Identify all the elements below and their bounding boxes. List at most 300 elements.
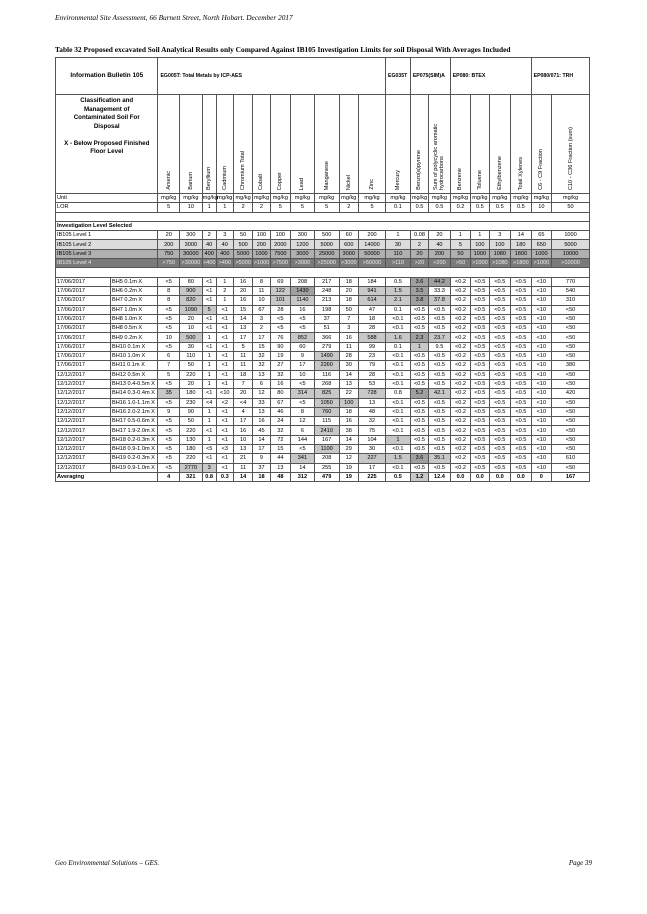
value-cell: 1800 <box>511 249 532 258</box>
result-cell: <0.5 <box>489 426 511 435</box>
result-cell: 18 <box>339 407 358 416</box>
value-cell: mg/kg <box>339 194 358 203</box>
result-cell: <0.1 <box>386 314 411 323</box>
result-cell: 13 <box>253 370 270 379</box>
analyte-header <box>386 95 411 194</box>
classification-line: X - Below Proposed Finished <box>64 139 150 147</box>
result-cell: <0.5 <box>471 435 489 444</box>
result-cell: <50 <box>552 435 590 444</box>
investigation-level-row <box>56 231 590 240</box>
analyte-header <box>531 95 551 194</box>
sample-date: 17/06/2017 <box>56 277 111 286</box>
result-cell: <0.5 <box>511 398 532 407</box>
result-cell: 1.6 <box>386 333 411 342</box>
result-cell: <5 <box>158 398 180 407</box>
result-cell: <50 <box>552 370 590 379</box>
result-cell: 90 <box>270 342 290 351</box>
result-cell: <0.5 <box>410 445 428 454</box>
table-title: Table 32 Proposed excavated Soil Analytical Results only Compared Against IB105 Investigation Limits for soil Disposal With Averages Included <box>55 45 511 54</box>
result-cell: 8 <box>253 277 270 286</box>
result-cell: 48 <box>358 407 385 416</box>
result-cell: <3 <box>216 445 233 454</box>
result-cell: <0.5 <box>489 333 511 342</box>
result-cell: 0.1 <box>386 305 411 314</box>
analyte-name: Cobalt <box>258 173 265 190</box>
value-cell: mg/kg <box>253 195 270 202</box>
analyte-name: Zinc <box>369 179 375 190</box>
result-cell: <50 <box>552 398 590 407</box>
result-cell: 15 <box>270 445 290 454</box>
result-cell: 255 <box>314 463 339 472</box>
value-cell: >10000 <box>552 259 590 268</box>
value-cell: mg/kg <box>180 194 203 203</box>
result-cell: 1.5 <box>386 286 411 295</box>
result-cell: <0.1 <box>386 417 411 426</box>
result-cell: <10 <box>531 398 551 407</box>
value-cell: 1 <box>386 231 411 240</box>
result-cell: 198 <box>314 305 339 314</box>
average-cell: 12.4 <box>429 472 451 481</box>
value-cell: 200 <box>158 240 180 249</box>
result-cell: <0.5 <box>410 370 428 379</box>
average-cell: 0.3 <box>216 472 233 481</box>
result-cell: 17 <box>233 333 252 342</box>
result-cell: 1 <box>202 361 216 370</box>
result-cell: 614 <box>358 296 385 305</box>
result-cell: <1 <box>216 352 233 361</box>
result-cell: 60 <box>291 342 315 351</box>
result-cell: 130 <box>180 435 203 444</box>
value-cell: 5 <box>291 203 315 212</box>
result-cell: 1 <box>202 417 216 426</box>
result-cell: <1 <box>216 417 233 426</box>
value-cell: >1080 <box>489 259 511 268</box>
row-label: IB105 Level 4 <box>56 259 158 268</box>
result-cell: 9.5 <box>429 342 451 351</box>
result-cell: <5 <box>291 445 315 454</box>
result-cell: <1 <box>202 454 216 463</box>
result-cell: 6 <box>291 426 315 435</box>
result-cell: <0.1 <box>386 324 411 333</box>
sample-id: BH5 0.1m X <box>111 277 158 286</box>
result-cell: 20 <box>180 314 203 323</box>
classification-label <box>56 95 158 194</box>
result-cell: 6 <box>158 352 180 361</box>
analyte-header <box>216 95 233 194</box>
result-cell: <0.5 <box>471 324 489 333</box>
result-cell: 20 <box>233 389 252 398</box>
result-cell: <1 <box>202 426 216 435</box>
value-cell: 100 <box>253 231 270 240</box>
value-cell: 50000 <box>358 249 385 258</box>
value-cell: 400 <box>202 249 216 258</box>
result-cell: 10 <box>291 370 315 379</box>
analyte-name: C6 - C9 Fraction <box>538 148 545 190</box>
result-cell: 0.1 <box>386 342 411 351</box>
result-cell: 11 <box>233 463 252 472</box>
value-cell: mg/kg <box>411 195 428 202</box>
result-cell: <0.5 <box>471 426 489 435</box>
result-cell: 1 <box>202 352 216 361</box>
value-cell: mg/kg <box>386 194 411 203</box>
result-cell: <0.2 <box>450 342 470 351</box>
analyte-header <box>253 95 270 194</box>
result-cell: <50 <box>552 314 590 323</box>
result-cell: <0.2 <box>450 361 470 370</box>
result-cell: 20 <box>180 379 203 388</box>
value-cell: >1000 <box>531 259 551 268</box>
sample-row <box>56 389 590 398</box>
sample-id: BH7 1.0m X <box>111 305 158 314</box>
result-cell: 217 <box>314 277 339 286</box>
value-cell: >1000 <box>472 260 488 267</box>
result-cell: <10 <box>531 370 551 379</box>
result-cell: <0.5 <box>511 426 532 435</box>
result-cell: <5 <box>158 314 180 323</box>
result-cell: 101 <box>270 296 290 305</box>
result-cell: 2 <box>216 286 233 295</box>
result-cell: 14 <box>233 314 252 323</box>
result-cell: 16 <box>270 379 290 388</box>
result-cell: 116 <box>314 370 339 379</box>
sample-id: BH18 0.9-1.0m X <box>111 445 158 454</box>
analyte-header <box>233 95 252 194</box>
result-cell: <0.1 <box>386 352 411 361</box>
average-cell: 18 <box>253 472 270 481</box>
result-cell: 30 <box>180 342 203 351</box>
result-cell: <0.5 <box>489 361 511 370</box>
result-cell: <10 <box>531 463 551 472</box>
group-pah: EP075(SIM)A <box>410 58 450 95</box>
result-cell: 23 <box>358 352 385 361</box>
result-cell: 32 <box>358 417 385 426</box>
value-cell: 100 <box>270 231 290 240</box>
result-cell: <0.5 <box>511 352 532 361</box>
result-cell: 14 <box>253 435 270 444</box>
value-cell: 1 <box>471 231 489 240</box>
sample-row <box>56 352 590 361</box>
value-cell: 50 <box>450 249 470 258</box>
sample-id: BH10 0.1m X <box>111 342 158 351</box>
result-cell: <0.5 <box>471 361 489 370</box>
spacer-cell <box>56 212 590 221</box>
result-cell: 500 <box>180 333 203 342</box>
value-cell: 5 <box>270 203 290 212</box>
result-cell: <0.2 <box>450 305 470 314</box>
result-cell: <4 <box>202 398 216 407</box>
result-cell: 45 <box>253 426 270 435</box>
result-cell: <50 <box>552 426 590 435</box>
result-cell: 14 <box>339 370 358 379</box>
result-cell: 314 <box>291 389 315 398</box>
analyte-name: Chromium Total <box>240 150 247 190</box>
value-cell: 300 <box>291 231 315 240</box>
result-cell: <0.2 <box>450 277 470 286</box>
result-cell: 32 <box>270 426 290 435</box>
value-cell: 14 <box>511 231 532 240</box>
average-cell: 4 <box>158 472 180 481</box>
result-cell: <0.5 <box>429 463 451 472</box>
result-cell: <10 <box>531 286 551 295</box>
result-cell: <0.5 <box>471 389 489 398</box>
result-cell: <10 <box>531 296 551 305</box>
result-cell: 230 <box>180 398 203 407</box>
sample-date: 17/06/2017 <box>56 286 111 295</box>
result-cell: <0.5 <box>429 407 451 416</box>
value-cell: mg/kg <box>217 195 233 202</box>
result-cell: <10 <box>531 277 551 286</box>
analyte-name: Barium <box>187 172 194 190</box>
analyte-name: Copper <box>277 171 284 190</box>
result-cell: 12 <box>253 389 270 398</box>
result-cell: 46 <box>270 407 290 416</box>
result-cell: <0.5 <box>489 277 511 286</box>
result-cell: <0.5 <box>410 352 428 361</box>
value-cell: >20 <box>410 259 428 268</box>
result-cell: <0.5 <box>471 352 489 361</box>
value-cell: 1000 <box>552 231 590 240</box>
result-cell: 14 <box>291 463 315 472</box>
unit-row <box>56 194 590 203</box>
result-cell: <0.5 <box>471 333 489 342</box>
result-cell: 21 <box>233 454 252 463</box>
result-cell: 8 <box>158 286 180 295</box>
result-cell: 540 <box>552 286 590 295</box>
result-cell: <0.5 <box>511 361 532 370</box>
result-cell: <1 <box>216 379 233 388</box>
result-cell: 1.5 <box>386 454 411 463</box>
value-cell: mg/kg <box>450 194 470 203</box>
value-cell: 5000 <box>552 240 590 249</box>
analyte-header <box>471 95 489 194</box>
result-cell: <1 <box>202 286 216 295</box>
value-cell: >400 <box>216 259 233 268</box>
result-cell: <1 <box>216 426 233 435</box>
result-cell: 0.8 <box>386 389 411 398</box>
value-cell: 5 <box>314 203 339 212</box>
value-cell: 2000 <box>270 240 290 249</box>
averaging-row <box>56 472 590 481</box>
result-cell: <10 <box>531 435 551 444</box>
result-cell: <50 <box>552 352 590 361</box>
sample-id: BH19 0.2-0.3m X <box>111 454 158 463</box>
investigation-heading-row <box>56 221 590 230</box>
analyte-name: Mercury <box>394 169 401 190</box>
result-cell: 3 <box>253 314 270 323</box>
value-cell: 20 <box>158 231 180 240</box>
result-cell: <0.5 <box>489 454 511 463</box>
row-label: Unit <box>56 194 158 203</box>
result-cell: <1 <box>216 314 233 323</box>
result-cell: <10 <box>531 314 551 323</box>
value-cell: 14000 <box>358 240 385 249</box>
result-cell: 728 <box>358 389 385 398</box>
result-cell: <1 <box>216 435 233 444</box>
result-cell: 2.3 <box>410 333 428 342</box>
analyte-name: Benzo(a)pyrene <box>416 150 423 190</box>
result-cell: <0.2 <box>450 417 470 426</box>
result-cell: <1 <box>202 296 216 305</box>
investigation-level-row <box>56 259 590 268</box>
result-cell: <0.1 <box>386 398 411 407</box>
row-label: IB105 Level 2 <box>56 240 158 249</box>
result-cell: 32 <box>253 361 270 370</box>
result-cell: <0.5 <box>511 342 532 351</box>
result-cell: <0.5 <box>511 286 532 295</box>
value-cell: 2 <box>410 240 428 249</box>
result-cell: 104 <box>358 435 385 444</box>
result-cell: 1430 <box>291 286 315 295</box>
result-cell: <5 <box>158 463 180 472</box>
value-cell: >3000 <box>291 259 315 268</box>
result-cell: 13 <box>339 379 358 388</box>
value-cell: 3000 <box>291 249 315 258</box>
result-cell: <10 <box>531 407 551 416</box>
group-trh: EP080/071: TRH <box>531 58 589 95</box>
value-cell: 65 <box>531 231 551 240</box>
sample-id: BH7 0.2m X <box>111 296 158 305</box>
result-cell: 51 <box>314 324 339 333</box>
group-header-row <box>56 58 590 95</box>
sample-date: 17/06/2017 <box>56 296 111 305</box>
sample-row <box>56 314 590 323</box>
result-cell: 80 <box>180 277 203 286</box>
result-cell: 3.5 <box>410 286 428 295</box>
analyte-header <box>270 95 290 194</box>
result-cell: <0.5 <box>511 277 532 286</box>
average-cell: 0 <box>531 472 551 481</box>
result-cell: <5 <box>158 342 180 351</box>
result-cell: 380 <box>552 361 590 370</box>
result-cell: 75 <box>358 426 385 435</box>
sample-id: BH18 0.2-0.3m X <box>111 435 158 444</box>
investigation-level-row <box>56 240 590 249</box>
value-cell: 100 <box>489 240 511 249</box>
classification-line: Floor Level <box>90 148 124 155</box>
sample-row <box>56 435 590 444</box>
sample-row <box>56 296 590 305</box>
result-cell: <0.5 <box>410 324 428 333</box>
result-cell: 248 <box>314 286 339 295</box>
result-cell: 852 <box>291 333 315 342</box>
result-cell: 941 <box>358 286 385 295</box>
sample-date: 12/12/2017 <box>56 463 111 472</box>
result-cell: 2260 <box>314 361 339 370</box>
result-cell: <1 <box>202 277 216 286</box>
result-cell: <0.2 <box>450 379 470 388</box>
group-btex: EP080: BTEX <box>450 58 531 95</box>
result-cell: <0.5 <box>410 435 428 444</box>
sample-date: 17/06/2017 <box>56 324 111 333</box>
row-label: Averaging <box>56 472 158 481</box>
sample-date: 17/06/2017 <box>56 314 111 323</box>
sample-row <box>56 305 590 314</box>
result-cell: <0.1 <box>386 445 411 454</box>
average-cell: 1.2 <box>410 472 428 481</box>
value-cell: mg/kg <box>552 194 590 203</box>
result-cell: <0.2 <box>450 426 470 435</box>
result-cell: 5 <box>233 342 252 351</box>
result-cell: <0.5 <box>471 314 489 323</box>
result-cell: 184 <box>358 277 385 286</box>
value-cell: 110 <box>386 249 411 258</box>
sample-id: BH8 0.5m X <box>111 324 158 333</box>
result-cell: <0.5 <box>471 296 489 305</box>
sample-date: 12/12/2017 <box>56 445 111 454</box>
result-cell: 3.8 <box>410 296 428 305</box>
result-cell: <0.5 <box>489 379 511 388</box>
result-cell: 15 <box>233 305 252 314</box>
result-cell: <0.1 <box>386 361 411 370</box>
result-cell: 18 <box>233 370 252 379</box>
value-cell: 750 <box>158 249 180 258</box>
result-cell: 2770 <box>180 463 203 472</box>
result-cell: 220 <box>180 426 203 435</box>
result-cell: 122 <box>270 286 290 295</box>
result-cell: <1 <box>216 370 233 379</box>
result-cell: <0.5 <box>511 305 532 314</box>
result-cell: 35.1 <box>429 454 451 463</box>
value-cell: >1800 <box>511 259 532 268</box>
value-cell: mg/kg <box>233 194 252 203</box>
sample-row <box>56 370 590 379</box>
result-cell: 4 <box>233 407 252 416</box>
analyte-name: Total Xylenes <box>517 156 524 190</box>
value-cell: >50 <box>450 259 470 268</box>
value-cell: 0.5 <box>511 203 532 212</box>
result-cell: 27 <box>270 361 290 370</box>
result-cell: <50 <box>552 417 590 426</box>
analyte-header <box>552 95 590 194</box>
analyte-header-row <box>56 95 590 194</box>
result-cell: 44 <box>270 454 290 463</box>
analyte-name: C10 - C36 Fraction (sum) <box>567 126 574 190</box>
result-cell: <0.5 <box>511 370 532 379</box>
result-cell: <0.5 <box>511 333 532 342</box>
result-cell: <0.5 <box>489 314 511 323</box>
result-cell: <0.5 <box>410 305 428 314</box>
value-cell: >25000 <box>314 259 339 268</box>
sample-date: 12/12/2017 <box>56 379 111 388</box>
analyte-header <box>489 95 511 194</box>
value-cell: 40 <box>202 240 216 249</box>
result-cell: 1 <box>410 342 428 351</box>
sample-row <box>56 333 590 342</box>
result-cell: 227 <box>358 454 385 463</box>
value-cell: >3000 <box>340 260 357 267</box>
result-cell: 67 <box>253 305 270 314</box>
result-cell: <0.5 <box>471 305 489 314</box>
analyte-name: Beryllium <box>206 166 213 190</box>
value-cell: >30000 <box>181 260 201 267</box>
average-cell: 48 <box>270 472 290 481</box>
value-cell: 50 <box>233 231 252 240</box>
result-cell: <0.5 <box>489 435 511 444</box>
result-cell: 1 <box>202 370 216 379</box>
classification-line <box>59 131 154 140</box>
value-cell: 5 <box>358 203 385 212</box>
result-cell: <0.1 <box>386 379 411 388</box>
value-cell: 0.08 <box>410 231 428 240</box>
result-cell: 12 <box>291 417 315 426</box>
result-cell: <5 <box>158 277 180 286</box>
result-cell: 220 <box>180 454 203 463</box>
result-cell: 53 <box>358 379 385 388</box>
value-cell: 0.5 <box>489 203 511 212</box>
sample-id: BH16 1.0-1.1m X <box>111 398 158 407</box>
value-cell: 5 <box>450 240 470 249</box>
result-cell: <0.5 <box>471 445 489 454</box>
